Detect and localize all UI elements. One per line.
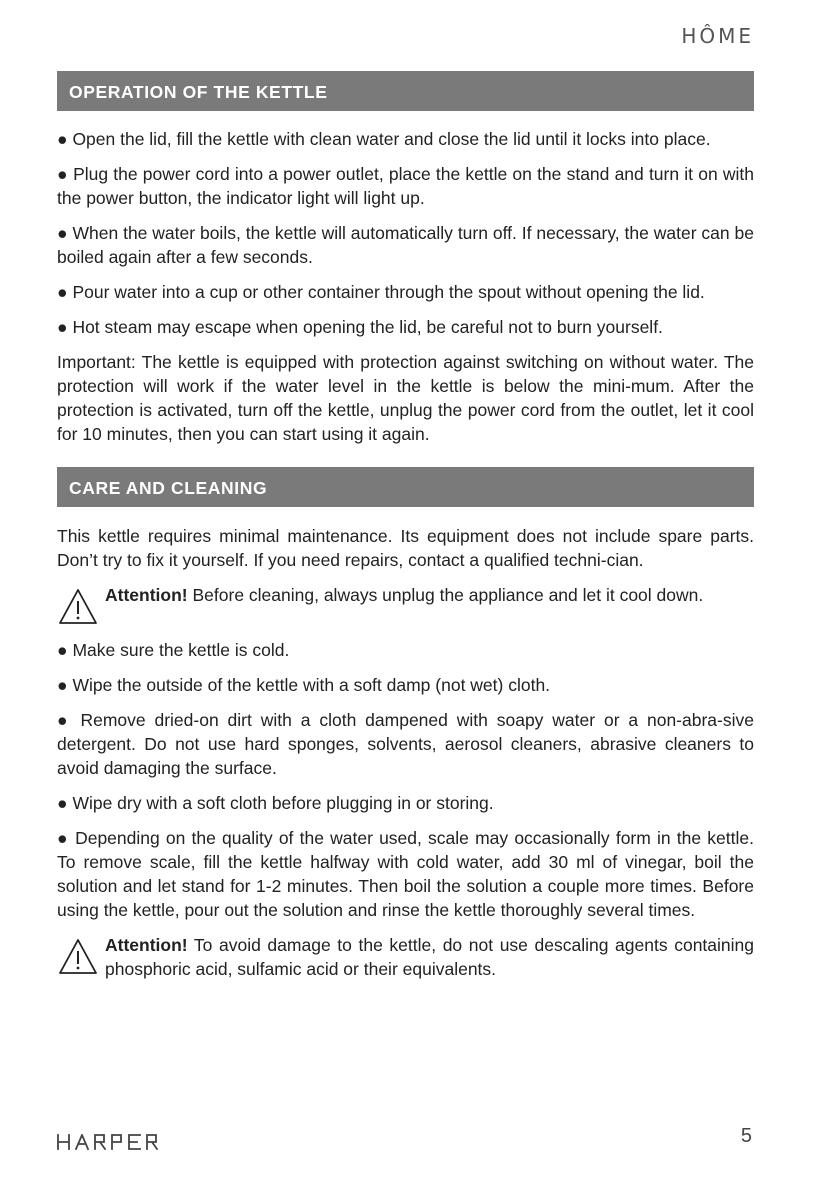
care-intro: This kettle requires minimal maintenance. Its equipment does not include spare parts. Don’t try to fix it yourself. If you need repairs, contact a qualified techni-cian.	[57, 526, 754, 570]
section-title-care: CARE AND CLEANING	[57, 467, 754, 507]
care-step-4: ● Wipe dry with a soft cloth before plugging in or storing.	[57, 791, 754, 815]
page-number: 5	[740, 1125, 752, 1147]
warning-icon	[57, 937, 99, 977]
operation-step-5: ● Hot steam may escape when opening the lid, be careful not to burn yourself.	[57, 315, 754, 339]
harper-logo	[57, 1134, 169, 1150]
operation-step-1: ● Open the lid, fill the kettle with clean water and close the lid until it locks into place.	[57, 127, 754, 151]
warning-icon	[57, 587, 99, 627]
attention-label: Attention!	[105, 935, 188, 955]
home-logo: HÔME	[681, 24, 754, 48]
care-step-3: ● Remove dried-on dirt with a cloth dampened with soapy water or a non-abra-sive detergent. Do not use hard sponges, solvents, aerosol cleaners, abrasive cleaners to avoid damaging the surface.	[57, 708, 754, 780]
operation-step-2: ● Plug the power cord into a power outlet, place the kettle on the stand and turn it on with the power button, the indicator light will light up.	[57, 162, 754, 210]
attention-label: Attention!	[105, 585, 188, 605]
section-title-operation: OPERATION OF THE KETTLE	[57, 71, 754, 111]
care-step-2: ● Wipe the outside of the kettle with a soft damp (not wet) cloth.	[57, 673, 754, 697]
care-step-5: ● Depending on the quality of the water used, scale may occasionally form in the kettle. To remove scale, fill the kettle halfway with cold water, add 30 ml of vinegar, boil the solution and let stand for 1-2 minutes. Then boil the solution a couple more times. Before using the kettle, pour out the solution and rinse the kettle thoroughly several times.	[57, 826, 754, 922]
attention-notice-1	[57, 583, 754, 627]
attention-notice-2	[57, 933, 754, 981]
attention-text: To avoid damage to the kettle, do not use descaling agents containing phosphoric acid, sulfamic acid or their equivalents.	[105, 935, 754, 979]
page-content	[57, 71, 754, 981]
attention-text: Before cleaning, always unplug the appliance and let it cool down.	[187, 585, 704, 605]
operation-step-4: ● Pour water into a cup or other container through the spout without opening the lid.	[57, 280, 754, 304]
care-step-1: ● Make sure the kettle is cold.	[57, 638, 754, 662]
operation-step-3: ● When the water boils, the kettle will automatically turn off. If necessary, the water can be boiled again after a few seconds.	[57, 221, 754, 269]
important-note: Important: The kettle is equipped with protection against switching on without water. The protection will work if the water level in the kettle is below the mini-mum. After the protection is activated, turn off the kettle, unplug the power cord from the outlet, let it cool for 10 minutes, then you can start using it again.	[57, 352, 754, 444]
